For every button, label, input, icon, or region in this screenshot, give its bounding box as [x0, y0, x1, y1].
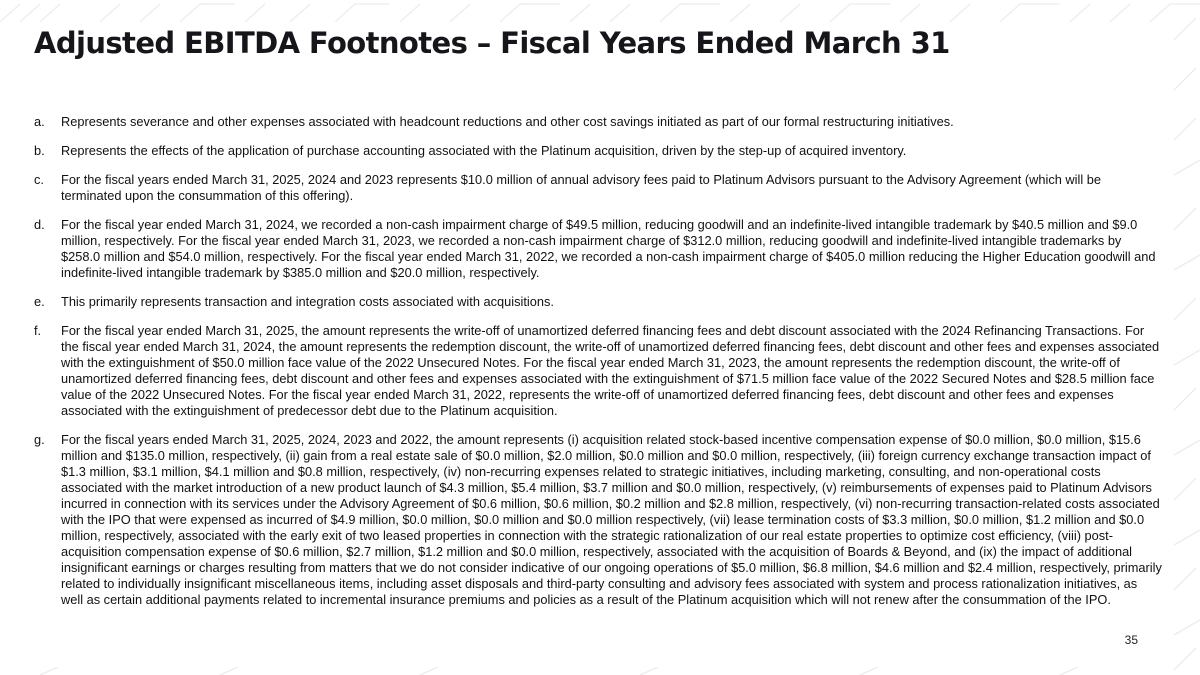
footnote-text: For the fiscal years ended March 31, 2025, 2024, 2023 and 2022, the amount represents (i) acquisition related stock-based incentive compensation expense of $0.0 million, $0.0 million, $15.6 million and $135.0 million, respectively, (ii) gain from a real estate sale of $0.0 million, $2.0 million, $0.0 million and $0.0 million, respectively, (iii) foreign currency exchange transaction impact of $1.3 million, $3.1 million, $4.1 million and $0.8 million, respectively, (iv) non-recurring expenses related to strategic initiatives, including marketing, consulting, and non-operational costs associated with the market introduction of a new product launch of $4.3 million, $5.4 million, $3.7 million and $0.0 million, respectively, (v) reimbursements of expenses paid to Platinum Advisors incurred in connection with its services under the Advisory Agreement of $0.6 million, $0.6 million, $0.2 million and $2.8 million, respectively, (vi) non-recurring transaction-related costs associated with the IPO that were expensed as incurred of $4.9 million, $0.0 million, $0.0 million and $0.0 million respectively, (vii) lease termination costs of $3.3 million, $0.0 million, $1.2 million and $0.0 million, respectively, associated with the early exit of two leased properties in connection with the strategic rationalization of our real estate properties to optimize cost efficiency, (viii) post-acquisition compensation expense of $0.6 million, $2.7 million, $1.2 million and $0.0 million, respectively, associated with the acquisition of Boards & Beyond, and (ix) the impact of additional insignificant earnings or charges resulting from matters that we do not consider indicative of our ongoing operations of $5.0 million, $6.8 million, $4.6 million and $2.4 million, respectively, primarily related to individually insignificant miscellaneous items, including asset disposals and third-party consulting and advisory fees associated with system and process rationalization initiatives, as well as certain additional payments related to incremental insurance premiums and policies as a result of the Platinum acquisition which will not renew after the consummation of the IPO. — [61, 432, 1162, 607]
footnote-b — [34, 143, 1162, 159]
footnote-text: For the fiscal years ended March 31, 2025, 2024 and 2023 represents $10.0 million of annual advisory fees paid to Platinum Advisors pursuant to the Advisory Agreement (which will be terminated upon the consummation of this offering). — [61, 172, 1101, 203]
footnote-e — [34, 294, 1162, 310]
footnote-text: Represents severance and other expenses associated with headcount reductions and other cost savings initiated as part of our formal restructuring initiatives. — [61, 114, 954, 129]
footnote-letter: f. — [34, 323, 42, 338]
footnote-text: For the fiscal year ended March 31, 2025, the amount represents the write-off of unamortized deferred financing fees and debt discount associated with the 2024 Refinancing Transactions. For the fiscal year ended March 31, 2024, the amount represents the redemption discount, the write-off of unamortized deferred financing fees, debt discount and other fees and expenses associated with the extinguishment of $50.0 million face value of the 2022 Unsecured Notes. For the fiscal year ended March 31, 2023, the amount represents the redemption discount, the write-off of unamortized deferred financing fees, debt discount and other fees and expenses associated with the extinguishment of $71.5 million face value of the 2022 Secured Notes and $28.5 million face value of the 2022 Unsecured Notes. For the fiscal year ended March 31, 2022, represents the write-off of unamortized deferred financing fees, debt discount and other fees and expenses associated with the extinguishment of predecessor debt due to the Platinum acquisition. — [61, 323, 1160, 418]
footnote-letter: c. — [34, 172, 44, 187]
footnote-letter: a. — [34, 114, 45, 129]
footnote-c — [34, 172, 1162, 204]
footnote-letter: g. — [34, 432, 45, 447]
page-title: Adjusted EBITDA Footnotes – Fiscal Years Ended March 31 — [34, 26, 950, 60]
footnote-g — [34, 432, 1162, 608]
footnote-letter: d. — [34, 217, 45, 232]
footnote-text: This primarily represents transaction and integration costs associated with acquisitions. — [61, 294, 554, 309]
page-number: 35 — [1124, 633, 1138, 647]
footnote-text: For the fiscal year ended March 31, 2024, we recorded a non-cash impairment charge of $49.5 million, reducing goodwill and an indefinite-lived intangible trademark by $40.5 million and $9.0 million, respectively. For the fiscal year ended March 31, 2023, we recorded a non-cash impairment charge of $312.0 million, reducing goodwill and indefinite-lived intangible trademarks by $258.0 million and $54.0 million, respectively. For the fiscal year ended March 31, 2022, we recorded a non-cash impairment charge of $405.0 million reducing the Higher Education goodwill and indefinite-lived intangible trademark by $385.0 million and $20.0 million, respectively. — [61, 217, 1156, 280]
footnote-d — [34, 217, 1162, 281]
footnote-a — [34, 114, 1162, 130]
footnote-list — [34, 114, 1162, 621]
footnote-letter: e. — [34, 294, 45, 309]
footnote-text: Represents the effects of the application of purchase accounting associated with the Platinum acquisition, driven by the step-up of acquired inventory. — [61, 143, 907, 158]
footnote-letter: b. — [34, 143, 45, 158]
footnote-f — [34, 323, 1162, 419]
